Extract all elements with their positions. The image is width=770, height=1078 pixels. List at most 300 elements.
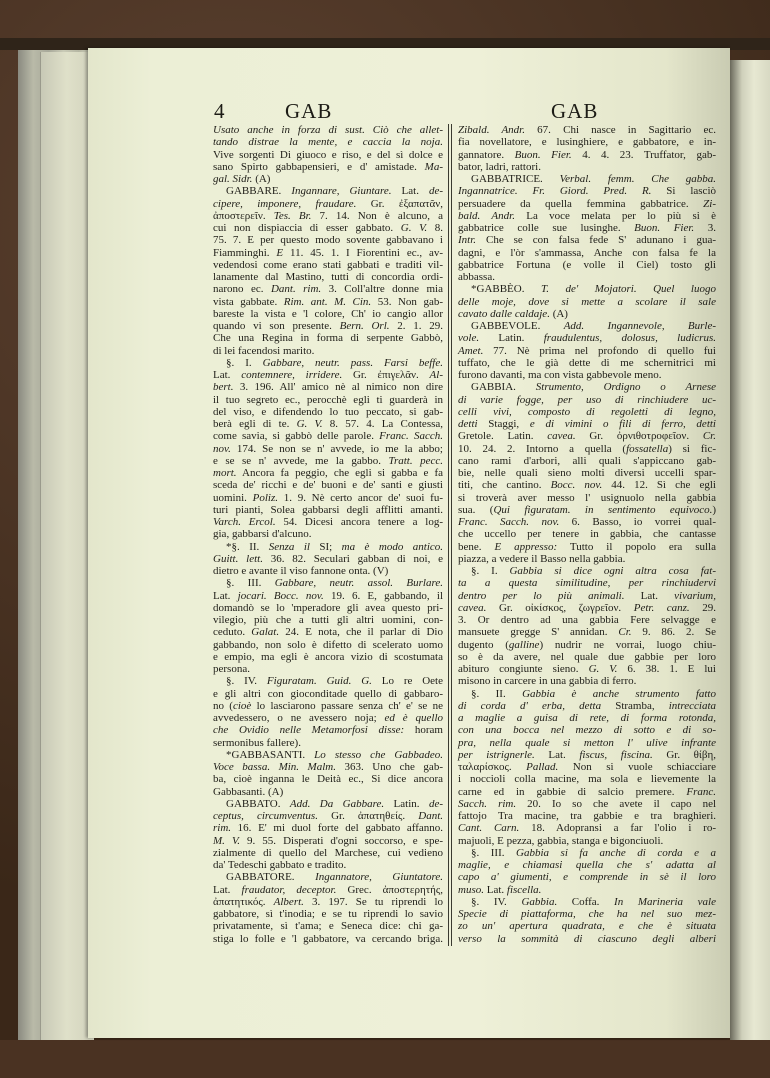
text-line: [458, 577, 716, 589]
text-line: [458, 504, 716, 516]
roman-segment: i noccioli colla macine, ma sola e lievemente la: [458, 773, 716, 786]
italic-segment: mort.: [213, 467, 237, 479]
roman-segment: abbassa.: [458, 271, 495, 283]
roman-segment: §. II.: [471, 687, 523, 700]
italic-segment: Amet.: [458, 344, 484, 357]
italic-segment: Tratt. pecc.: [388, 454, 443, 467]
italic-segment: Add. Da Gabbare.: [289, 797, 385, 810]
italic-segment: Guitt. lett.: [213, 552, 263, 565]
text-line: [213, 761, 443, 773]
italic-segment: cavea.: [458, 601, 487, 614]
roman-segment: Gr. ὀρνιθοτροφεῖον.: [575, 430, 703, 443]
roman-segment: (A): [252, 173, 271, 185]
italic-segment: Cant. Carn.: [458, 822, 520, 835]
italic-segment: Zibald. Andr.: [458, 124, 525, 136]
italic-segment: e di vimini o fili di ferro, detti: [529, 418, 716, 430]
roman-segment: furono davanti, ma con vista gabbevole meno.: [458, 369, 662, 381]
roman-segment: ταλαρίσκος.: [458, 761, 527, 773]
roman-segment: 20. Io so che avete il capo nel: [516, 797, 717, 810]
text-line: [213, 626, 443, 638]
roman-segment: sermonibus fallere).: [213, 736, 301, 749]
italic-segment: nov.: [213, 442, 231, 455]
roman-segment: berà egli di te.: [213, 418, 297, 430]
roman-segment: Grec. ἀποστερητής,: [336, 883, 443, 896]
italic-segment: Pallad.: [526, 761, 559, 773]
text-line: [458, 908, 716, 920]
roman-segment: bene.: [458, 540, 495, 553]
facing-page-edge: [730, 60, 770, 1040]
running-head-left: GAB: [285, 99, 333, 123]
italic-segment: maglie, e chiamasi quella che s' adatta al: [458, 859, 716, 871]
roman-segment: da' Tedeschi gabbato e tradito.: [213, 859, 347, 871]
italic-segment: M. V.: [213, 834, 240, 847]
italic-segment: cavea.: [547, 430, 576, 443]
italic-segment: Dant.: [418, 810, 443, 822]
text-line: [458, 884, 716, 896]
roman-segment: Lat.: [213, 589, 238, 602]
roman-segment: si troverà aver messo l' usignuolo nella gabbia: [458, 491, 716, 504]
text-line: [213, 541, 443, 553]
text-line: [213, 786, 443, 798]
roman-segment: sua. (: [458, 503, 494, 516]
roman-segment: bie, nelle quali sieno molti diversi uccelli spar-: [458, 467, 716, 479]
italic-segment: Franc. Sacch. nov.: [458, 516, 560, 528]
italic-segment: muso.: [458, 883, 484, 896]
text-line: [213, 724, 443, 736]
roman-segment: 174. Se non se n' avvede, io me la abbo;: [230, 442, 443, 455]
italic-segment: contemnere, irridere.: [241, 369, 343, 381]
italic-segment: galline: [508, 638, 540, 651]
roman-segment: §. III.: [471, 846, 517, 859]
italic-segment: Add. Ingannevole, Burle-: [563, 320, 717, 332]
roman-segment: SI;: [309, 540, 342, 553]
roman-segment: Vive sorgenti Di giuoco e riso, e del sì dolce e: [213, 148, 443, 161]
italic-segment: che Ovidio nelle Metamorfosi disse:: [213, 724, 405, 737]
text-line: [458, 835, 716, 847]
roman-segment: gannatore.: [458, 148, 515, 161]
text-line: [213, 443, 443, 455]
roman-segment: Lat.: [213, 369, 242, 381]
roman-segment: 6. 38. 1. E lui: [617, 663, 716, 675]
italic-segment: bald. Andr.: [458, 209, 515, 222]
roman-segment: turi pianti, Solea gabbarsi degli afflitti amanti.: [213, 503, 443, 516]
roman-segment: 67. Chi nasce in Sagittario ec.: [525, 124, 716, 136]
text-line: [213, 271, 443, 283]
text-line: [458, 406, 716, 418]
italic-segment: Strumento, Ordigno o Arnese: [535, 381, 716, 394]
text-line: [458, 822, 716, 834]
italic-segment: ed è quello: [384, 712, 443, 724]
text-line: [458, 528, 716, 540]
italic-segment: delle moje, dove si mette a scolare il sale: [458, 295, 716, 308]
roman-segment: carne ed in gabbie di salcio premere.: [458, 785, 687, 798]
text-line: [458, 283, 716, 295]
text-line: [213, 700, 443, 712]
roman-segment: Gr. ἐπιγελᾶν.: [342, 369, 430, 381]
text-line: [213, 822, 443, 834]
text-line: [458, 234, 716, 246]
italic-segment: Gabbare, neutr. assol. Burlare.: [274, 577, 443, 590]
text-line: [213, 296, 443, 308]
roman-segment: e se se n' avvede, me la gabbo.: [213, 454, 389, 467]
italic-segment: Al-: [429, 369, 443, 381]
roman-segment: privatamente, sì t'ama; e Seneca dice: chi ga-: [213, 920, 443, 933]
text-line: [213, 504, 443, 516]
text-line: [213, 161, 443, 173]
roman-segment: *§. II.: [226, 540, 269, 553]
italic-segment: fraudator, deceptor.: [241, 883, 337, 896]
text-line: [458, 479, 716, 491]
page-number: 4: [214, 99, 226, 123]
roman-segment: e empio, ma egli è ancora vizio di scostumata: [213, 650, 443, 663]
roman-segment: Lat.: [624, 589, 675, 602]
roman-segment: sceda de' ricchi e de' buoni e de' santi e giusti: [213, 479, 443, 492]
text-line: [458, 259, 716, 271]
text-line: [213, 933, 443, 945]
text-line: [458, 614, 716, 626]
roman-segment: GABBARE.: [226, 185, 292, 198]
text-line: [458, 492, 716, 504]
text-line: [213, 675, 443, 687]
italic-segment: Gabbia si dice ogni altra cosa fat-: [509, 565, 716, 577]
roman-segment: Che una Regina in forma di serpente Gabbò,: [213, 332, 443, 345]
italic-segment: cioè: [232, 699, 252, 712]
text-line: [213, 381, 443, 393]
roman-segment: come savia, si gabbò delle parole.: [213, 430, 380, 443]
text-line: [458, 688, 716, 700]
italic-segment: In Marineria vale: [614, 895, 716, 908]
text-line: [213, 565, 443, 577]
text-line: [213, 124, 443, 136]
roman-segment: ba, cioè inganna le Deità ec., Si dice ancora: [213, 773, 443, 786]
text-line: [213, 920, 443, 932]
roman-segment: fattojo Tra macine, tra gabbie e tra braghieri.: [458, 810, 716, 822]
italic-segment: ta a questa similitudine, per rinchiudervi: [458, 577, 716, 590]
text-line: [213, 430, 443, 442]
italic-segment: Cr.: [702, 430, 716, 443]
roman-segment: 1. 9. Nè certo ancor de' suoi fu-: [278, 491, 444, 504]
text-line: [213, 259, 443, 271]
roman-segment: La voce melata per lo più si è: [514, 209, 716, 222]
italic-segment: bert.: [213, 381, 234, 394]
roman-segment: GABBATO.: [226, 797, 290, 810]
roman-segment: gia, gabbarsi d'alcuno.: [213, 528, 312, 541]
right-column: [458, 124, 716, 945]
roman-segment: 6. Basso, io vorrei qual-: [559, 516, 717, 528]
italic-segment: Intr.: [458, 234, 477, 247]
italic-segment: E appresso:: [494, 540, 558, 553]
roman-segment: gabbatore, sì t'inodia; e se tu riprendi lo savio: [213, 908, 443, 920]
italic-segment: G. V.: [400, 222, 428, 234]
text-line: [213, 773, 443, 785]
roman-segment: 19. 6. E, gabbando, il: [323, 589, 443, 602]
italic-segment: Specie di piattaforma, che ha nel suo mez-: [458, 908, 716, 920]
italic-segment: Gabbia è anche strumento fatto: [522, 687, 716, 700]
italic-segment: fraudulentus, dolosus, ludicrus.: [543, 332, 716, 345]
italic-segment: Cr.: [618, 626, 632, 639]
roman-segment: del viso, e difendendo lo tuo peccato, si gab-: [213, 405, 443, 418]
text-line: [213, 467, 443, 479]
roman-segment: quando vi son presente.: [213, 320, 340, 332]
roman-segment: cui non dispiaccia di esser gabbato.: [213, 222, 401, 234]
roman-segment: §. IV.: [226, 675, 267, 688]
text-line: [458, 418, 716, 430]
italic-segment: vivarium,: [674, 589, 716, 602]
text-line: [458, 369, 716, 381]
italic-segment: E: [276, 246, 284, 259]
roman-segment: 7. 14. Non è alcuno, a: [311, 209, 443, 222]
roman-segment: Non si vuole schiacciare: [558, 761, 716, 773]
roman-segment: uomini.: [213, 491, 253, 504]
roman-segment: avvedessero, o ne avessero noja;: [213, 712, 385, 724]
roman-segment: ) nudrir ne vorrai, luogo chiu-: [539, 638, 716, 651]
roman-segment: Tutto il popolo era sulla: [557, 540, 716, 553]
roman-segment: e gli altri con gioconditade quello di gabbaro-: [213, 687, 443, 700]
roman-segment: gabbatrice colle sue lusinghe.: [458, 222, 635, 234]
roman-segment: ) si fic-: [668, 442, 716, 455]
roman-segment: Gabbasanti. (A): [213, 785, 284, 798]
text-line: [458, 185, 716, 197]
text-line: [458, 271, 716, 283]
italic-segment: Senza il: [268, 540, 310, 553]
text-line: [213, 149, 443, 161]
text-line: [458, 920, 716, 932]
italic-segment: Usato anche in forza di sust. Ciò che allet-: [213, 124, 443, 136]
roman-segment: domandò se lo 'mperadore gli avea questo pri-: [213, 601, 443, 614]
text-line: [213, 602, 443, 614]
text-line: [458, 467, 716, 479]
roman-segment: 24. E nota, che il parlar di Dio: [279, 626, 443, 639]
text-line: [458, 773, 716, 785]
column-divider: [448, 124, 452, 946]
roman-segment: 77. Nè prima nel profondo di quello fui: [483, 344, 716, 357]
italic-segment: dentro per lo più animali.: [458, 589, 625, 602]
text-line: [213, 418, 443, 430]
roman-segment: *GABBÈO.: [471, 283, 541, 296]
italic-segment: Franc. Sacch.: [379, 430, 443, 443]
roman-segment: GABBATRICE.: [471, 173, 560, 185]
italic-segment: Figuratam. Guid. G.: [266, 675, 372, 688]
roman-segment: GABBATORE.: [226, 871, 316, 884]
text-line: [213, 590, 443, 602]
roman-segment: 363. Uno che gab-: [335, 761, 443, 773]
text-line: [213, 308, 443, 320]
running-head-right: GAB: [551, 99, 599, 123]
italic-segment: Galat.: [251, 626, 280, 639]
italic-segment: Franc.: [686, 785, 716, 798]
text-line: [458, 590, 716, 602]
roman-segment: Latin.: [384, 797, 429, 810]
italic-segment: T. de' Mojatori. Quel luogo: [540, 283, 716, 296]
roman-segment: gabbatrice Fortuna (e volle il Ciel) tosto gli: [458, 258, 716, 271]
roman-segment: 3.: [694, 222, 716, 234]
roman-segment: 3. 197. Se tu riprendi lo: [303, 895, 443, 908]
text-line: [458, 749, 716, 761]
italic-segment: jocari. Bocc. nov.: [237, 589, 324, 602]
italic-segment: di varie fogge, per uso di rinchiudere uc-: [458, 393, 716, 406]
text-line: [213, 210, 443, 222]
roman-segment: horam: [404, 724, 443, 737]
italic-segment: con una bocca nel mezzo di sotto e di so-: [458, 724, 716, 737]
roman-segment: Lo re Oete: [371, 675, 443, 688]
italic-segment: fossatella: [626, 442, 669, 455]
roman-segment: §. III.: [226, 577, 275, 590]
text-line: [213, 871, 443, 883]
text-line: [213, 283, 443, 295]
text-line: [458, 675, 716, 687]
roman-segment: Lat.: [483, 883, 507, 896]
italic-segment: Gabbare, neutr. pass. Farsi beffe.: [262, 356, 443, 369]
roman-segment: cano rami d'arbori, alli quali s'appiccano gab-: [458, 454, 716, 467]
text-line: [213, 345, 443, 357]
text-line: [213, 712, 443, 724]
roman-segment: vilegio, più che a tutti gli altri uomini, con-: [213, 614, 443, 626]
text-line: [213, 320, 443, 332]
italic-segment: Buon. Fier.: [634, 222, 695, 234]
roman-segment: vedendosi come erano stati gabbati e traditi vil-: [213, 258, 443, 271]
roman-segment: sano Spirto gabbapensieri, e d' amistade.: [213, 160, 425, 173]
text-line: [458, 345, 716, 357]
text-line: [458, 859, 716, 871]
italic-segment: verso la sommità di ciascuno degli alberi: [458, 932, 716, 945]
text-line: [213, 234, 443, 246]
italic-segment: ma è modo antico.: [341, 540, 444, 553]
text-line: [458, 320, 716, 332]
text-line: [213, 455, 443, 467]
roman-segment: narono ec.: [213, 283, 271, 296]
text-line: [213, 835, 443, 847]
roman-segment: 9. 86. 2. Se: [631, 626, 717, 639]
italic-segment: Sacch. rim.: [458, 797, 517, 810]
text-line: [458, 737, 716, 749]
text-line: [213, 332, 443, 344]
italic-segment: vole.: [458, 332, 480, 345]
text-line: [458, 553, 716, 565]
text-line: [213, 222, 443, 234]
roman-segment: §. IV.: [471, 895, 522, 908]
text-line: [458, 602, 716, 614]
italic-segment: Ingannatrice. Fr. Giord. Pred. R.: [458, 185, 652, 198]
italic-segment: Buon. Fier.: [514, 148, 572, 161]
roman-segment: tuffato, che le già dette di me schernitrici mi: [458, 356, 716, 369]
roman-segment: GABBEVOLE.: [471, 320, 564, 332]
roman-segment: Si lasciò: [651, 185, 716, 198]
roman-segment: bator, ladri, rattori.: [458, 160, 541, 173]
roman-segment: Coffa.: [557, 895, 615, 908]
roman-segment: dietro e avante il viso fannone onta. (V): [213, 565, 389, 577]
text-line: [458, 357, 716, 369]
roman-segment: zialmente di quello del Marchese, cui vedieno: [213, 846, 443, 859]
text-line: [458, 136, 716, 148]
text-line: [213, 357, 443, 369]
text-line: [458, 210, 716, 222]
roman-segment: Staggi,: [477, 418, 530, 430]
roman-segment: 54. Dicesi ancora tenere a log-: [275, 516, 443, 528]
italic-segment: cavato dalle caldaje.: [458, 307, 550, 320]
text-line: [213, 639, 443, 651]
italic-segment: intrecciata: [668, 699, 716, 712]
roman-segment: gabbando, non solo è difetto di scelerato uomo: [213, 638, 443, 651]
text-line: [213, 749, 443, 761]
italic-segment: Poliz.: [252, 491, 279, 504]
text-line: [458, 149, 716, 161]
italic-segment: Qui figuratam. in sentimento equivoco.: [493, 503, 713, 516]
text-line: [213, 394, 443, 406]
italic-segment: ceptus, circumventus.: [213, 810, 318, 822]
roman-segment: 53. Non gab-: [371, 295, 443, 308]
italic-segment: Voce bassa. Min. Malm.: [213, 761, 336, 773]
text-line: [458, 430, 716, 442]
text-line: [458, 173, 716, 185]
text-line: [458, 247, 716, 259]
italic-segment: detti: [458, 418, 478, 430]
text-line: [458, 308, 716, 320]
italic-segment: capo a' giumenti, e comprende in sè il loro: [458, 871, 716, 884]
roman-segment: so è da avere, nel quale due gabbie per loro: [458, 650, 716, 663]
text-line: [213, 492, 443, 504]
italic-segment: Albert.: [273, 895, 304, 908]
roman-segment: 44. 12. Sì che egli: [602, 479, 716, 492]
text-line: [458, 381, 716, 393]
text-line: [458, 761, 716, 773]
italic-segment: Verbal. femm. Che gabba.: [559, 173, 717, 185]
roman-segment: Stramba,: [601, 699, 669, 712]
italic-segment: a maglie a guisa di rete, di forma rotonda,: [458, 712, 716, 724]
text-line: [458, 871, 716, 883]
roman-segment: §. I.: [471, 565, 510, 577]
italic-segment: Zi-: [703, 197, 716, 210]
italic-segment: Gabbia.: [521, 895, 558, 908]
italic-segment: Ingannare, Giuntare.: [291, 185, 392, 198]
text-line: [213, 198, 443, 210]
italic-segment: zo un' apertura quadrata, e che è situata: [458, 920, 716, 933]
italic-segment: rim.: [213, 822, 232, 835]
text-line: [458, 651, 716, 663]
roman-segment: persona.: [213, 663, 250, 675]
text-line: [458, 332, 716, 344]
roman-segment: che uccello per tenere in gabbia, che cantasse: [458, 528, 716, 541]
text-line: [213, 553, 443, 565]
text-line: [458, 516, 716, 528]
text-line: [458, 161, 716, 173]
roman-segment: Che se con falsa fede S' adunano i gua-: [476, 234, 716, 247]
roman-segment: ἀπατητικός.: [213, 895, 274, 908]
text-line: [458, 896, 716, 908]
roman-segment: 4. 4. 23. Truffator, gab-: [571, 148, 716, 161]
roman-segment: persuadere da quella femmina gabbatrice.: [458, 197, 704, 210]
italic-segment: fiscus, fiscina.: [579, 748, 653, 761]
roman-segment: Lat.: [391, 185, 429, 198]
roman-segment: dagni, e l'òr s'ammassa, Anche con falsa fe la: [458, 246, 716, 259]
roman-segment: 18. Adopransi a far l'olio i ro-: [519, 822, 716, 835]
italic-segment: G. V.: [296, 418, 323, 430]
italic-segment: cipere, imponere, fraudare.: [213, 197, 357, 210]
roman-segment: ceduto.: [213, 626, 252, 639]
roman-segment: piazza, a vedere il Basso nella gabbia.: [458, 552, 626, 565]
italic-segment: Bern. Orl.: [339, 320, 390, 332]
text-line: [458, 541, 716, 553]
roman-segment: §. I.: [226, 356, 263, 369]
italic-segment: de-: [428, 185, 443, 198]
italic-segment: fiscella.: [506, 883, 542, 896]
text-line: [213, 663, 443, 675]
italic-segment: Tes. Br.: [273, 209, 312, 222]
roman-segment: Lat.: [213, 883, 242, 896]
text-line: [213, 577, 443, 589]
text-line: [458, 724, 716, 736]
roman-segment: no (: [213, 699, 233, 712]
roman-segment: 16. E' mi duol forte del gabbato affanno.: [231, 822, 443, 835]
